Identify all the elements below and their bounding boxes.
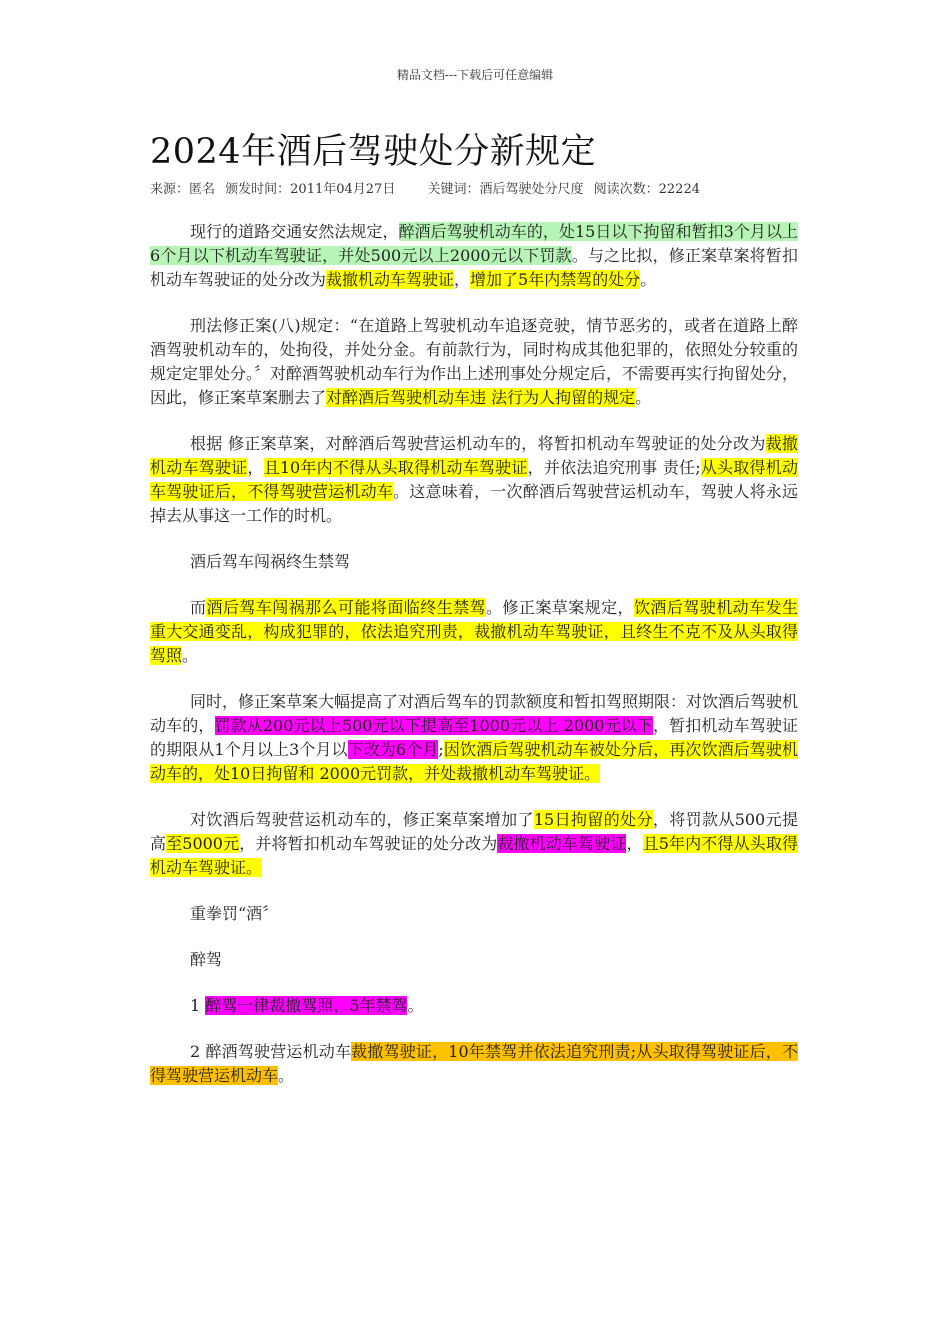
meta-date: 颁发时间：2011年04月27日 [225, 182, 396, 197]
text-run: 。 [407, 996, 424, 1015]
highlighted-text: 且10年内不得从头取得机动车驾驶证 [263, 458, 528, 477]
text-run: 。与之比拟，修正案草案将暂扣机动车驾驶证的处分改为 [150, 246, 798, 289]
article-body [150, 220, 798, 1110]
highlighted-text: 裁撤机动车驾驶证 [326, 270, 455, 289]
text-run: 酒后驾车闯祸终生禁驾 [190, 552, 351, 571]
paragraph [150, 808, 798, 880]
text-run: 现行的道路交通安然法规定， [190, 222, 399, 241]
text-run: ， [454, 270, 471, 289]
paragraph [150, 1040, 798, 1088]
paragraph [150, 550, 798, 574]
text-run: 2 醉酒驾驶营运机动车 [190, 1042, 352, 1061]
text-run: 刑法修正案(八)规定：“在道路上驾驶机动车追逐竞驶，情节恶劣的，或者在道路上醉酒驾驶机动车的，处拘役，并处分金。有前款行为，同时构成其他犯罪的，依照处分较重的规定定罪处分。〞对醉酒驾驶机动车行为作出上述刑事处分规定后，不需要再实行拘留处分，因此，修正案草案删去了 [150, 316, 799, 407]
highlighted-text: 下改为6个月 [347, 740, 439, 759]
highlighted-text: 增加了5年内禁驾的处分 [470, 270, 641, 289]
watermark-header: 精品文档---下载后可任意编辑 [396, 68, 554, 82]
text-run: ; [438, 740, 444, 759]
text-run: 醉驾 [190, 950, 223, 969]
text-run: 重拳罚“酒〞 [190, 904, 279, 923]
highlighted-text: 裁撤机动车驾驶证 [497, 834, 627, 853]
text-run: ，暂扣机动车驾驶证的期限从1个月以上3个月以 [150, 716, 798, 759]
highlighted-text: 裁撤驾驶证，10年禁驾并依法追究刑责;从头取得驾驶证后，不得驾驶营运机动车 [150, 1042, 798, 1085]
paragraph [150, 314, 798, 410]
text-run: ，将罚款从500元提高 [150, 810, 798, 853]
highlighted-text: 至5000元 [166, 834, 240, 853]
text-run: 。修正案草案规定， [485, 598, 634, 617]
paragraph [150, 432, 798, 528]
highlighted-text: 饮酒后驾驶机动车发生重大交通变乱，构成犯罪的，依法追究刑责，裁撤机动车驾驶证，且终生不克不及从头取得驾照 [150, 598, 798, 665]
text-run: ， [626, 834, 643, 853]
text-run: 。 [278, 1066, 295, 1085]
article-meta [150, 178, 706, 197]
text-run: 。 [640, 270, 657, 289]
highlighted-text: 对醉酒后驾驶机动车违 法行为人拘留的规定 [326, 388, 636, 407]
highlighted-text: 醉驾一律裁撤驾照，5年禁驾 [205, 996, 408, 1015]
highlighted-text: 酒后驾车闯祸那么可能将面临终生禁驾 [206, 598, 486, 617]
text-run: 。 [182, 646, 199, 665]
highlighted-text: 罚款从200元以上500元以下提高至1000元以上 2000元以下 [214, 716, 653, 735]
text-run: ， [247, 458, 264, 477]
text-run: 同时，修正案草案大幅提高了对酒后驾车的罚款额度和暂扣驾照期限：对饮酒后驾驶机动车的， [150, 692, 799, 735]
paragraph [150, 690, 798, 786]
highlighted-text: 从头取得机动车驾驶证后，不得驾驶营运机动车 [150, 458, 798, 501]
text-run: 。这意味着，一次醉酒后驾驶营运机动车，驾驶人将永远掉去从事这一工作的时机。 [150, 482, 798, 525]
document-title: 2024年酒后驾驶处分新规定 [150, 132, 597, 172]
meta-source: 来源：匿名 [150, 182, 216, 197]
paragraph [150, 596, 798, 668]
text-run: 根据 修正案草案，对醉酒后驾驶营运机动车的，将暂扣机动车驾驶证的处分改为 [190, 434, 766, 453]
text-run: 对饮酒后驾驶营运机动车的，修正案草案增加了 [190, 810, 534, 829]
highlighted-text: 且5年内不得从头取得机动车驾驶证。 [150, 834, 798, 877]
paragraph [150, 220, 798, 292]
text-run: ，并依法追究刑事 责任; [527, 458, 701, 477]
highlighted-text: 因饮酒后驾驶机动车被处分后，再次饮酒后驾驶机动车的，处10日拘留和 2000元罚款，并处裁撤机动车驾驶证。 [150, 740, 798, 783]
meta-reads: 阅读次数：22224 [593, 182, 700, 197]
meta-keywords: 关键词：酒后驾驶处分尺度 [427, 182, 584, 197]
paragraph [150, 948, 798, 972]
highlighted-text: 醉酒后驾驶机动车的，处15日以下拘留和暂扣3个月以上6个月以下机动车驾驶证，并处500元以上2000元以下罚款 [150, 222, 798, 265]
text-run: 1 [190, 996, 206, 1015]
text-run: 。 [635, 388, 652, 407]
text-run: 而 [190, 598, 207, 617]
paragraph [150, 902, 798, 926]
text-run: ，并将暂扣机动车驾驶证的处分改为 [239, 834, 498, 853]
highlighted-text: 15日拘留的处分 [533, 810, 653, 829]
paragraph [150, 994, 798, 1018]
highlighted-text: 裁撤机动车驾驶证 [150, 434, 798, 477]
